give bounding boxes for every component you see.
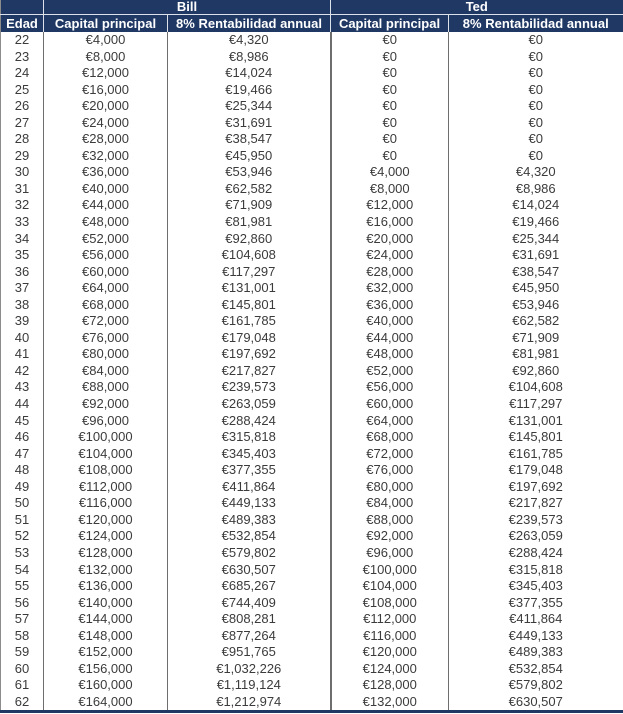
bill-capital-cell: €88,000 [44, 379, 168, 396]
bill-capital-cell: €72,000 [44, 313, 168, 330]
bill-return-cell: €1,119,124 [168, 677, 331, 694]
bill-capital-cell: €132,000 [44, 562, 168, 579]
ted-capital-cell: €52,000 [331, 363, 449, 380]
ted-return-cell: €377,355 [449, 595, 623, 612]
age-cell: 41 [1, 346, 44, 363]
bill-return-cell: €38,547 [168, 131, 331, 148]
table-row [1, 694, 623, 712]
bill-capital-cell: €96,000 [44, 413, 168, 430]
table-row [1, 181, 623, 198]
bill-capital-cell: €44,000 [44, 197, 168, 214]
ted-capital-cell: €128,000 [331, 677, 449, 694]
bill-return-cell: €25,344 [168, 98, 331, 115]
bill-return-cell: €744,409 [168, 595, 331, 612]
table-row [1, 131, 623, 148]
ted-capital-cell: €0 [331, 82, 449, 99]
age-cell: 22 [1, 32, 44, 49]
age-cell: 29 [1, 148, 44, 165]
table-body [1, 32, 623, 712]
group-header-row [1, 0, 623, 15]
bill-return-cell: €31,691 [168, 115, 331, 132]
ted-capital-cell: €124,000 [331, 661, 449, 678]
table-row [1, 528, 623, 545]
ted-return-cell: €489,383 [449, 644, 623, 661]
ted-return-cell: €117,297 [449, 396, 623, 413]
age-cell: 48 [1, 462, 44, 479]
table-row [1, 197, 623, 214]
ted-return-cell: €0 [449, 131, 623, 148]
ted-return-cell: €38,547 [449, 264, 623, 281]
bill-return-cell: €288,424 [168, 413, 331, 430]
ted-capital-cell: €48,000 [331, 346, 449, 363]
age-cell: 56 [1, 595, 44, 612]
table-row [1, 264, 623, 281]
bill-capital-cell: €24,000 [44, 115, 168, 132]
age-cell: 31 [1, 181, 44, 198]
bill-capital-cell: €8,000 [44, 49, 168, 66]
ted-return-cell: €0 [449, 148, 623, 165]
bill-capital-cell: €108,000 [44, 462, 168, 479]
ted-capital-cell: €12,000 [331, 197, 449, 214]
bill-capital-cell: €160,000 [44, 677, 168, 694]
age-cell: 40 [1, 330, 44, 347]
column-header-ted-return: 8% Rentabilidad annual [449, 15, 623, 33]
bill-capital-cell: €112,000 [44, 479, 168, 496]
bill-return-cell: €377,355 [168, 462, 331, 479]
bill-capital-cell: €152,000 [44, 644, 168, 661]
age-cell: 50 [1, 495, 44, 512]
age-cell: 43 [1, 379, 44, 396]
ted-capital-cell: €0 [331, 131, 449, 148]
ted-return-cell: €92,860 [449, 363, 623, 380]
age-cell: 61 [1, 677, 44, 694]
table-row [1, 562, 623, 579]
age-cell: 58 [1, 628, 44, 645]
ted-capital-cell: €0 [331, 65, 449, 82]
ted-return-cell: €217,827 [449, 495, 623, 512]
ted-capital-cell: €96,000 [331, 545, 449, 562]
group-header-ted: Ted [331, 0, 623, 15]
bill-capital-cell: €148,000 [44, 628, 168, 645]
bill-capital-cell: €136,000 [44, 578, 168, 595]
bill-capital-cell: €48,000 [44, 214, 168, 231]
ted-return-cell: €345,403 [449, 578, 623, 595]
column-header-bill-capital: Capital principal [44, 15, 168, 33]
bill-return-cell: €630,507 [168, 562, 331, 579]
age-cell: 62 [1, 694, 44, 712]
table-row [1, 595, 623, 612]
ted-capital-cell: €80,000 [331, 479, 449, 496]
ted-capital-cell: €64,000 [331, 413, 449, 430]
age-cell: 46 [1, 429, 44, 446]
ted-capital-cell: €116,000 [331, 628, 449, 645]
ted-return-cell: €288,424 [449, 545, 623, 562]
ted-return-cell: €31,691 [449, 247, 623, 264]
ted-capital-cell: €20,000 [331, 231, 449, 248]
ted-return-cell: €81,981 [449, 346, 623, 363]
table-row [1, 346, 623, 363]
table-row [1, 479, 623, 496]
ted-capital-cell: €104,000 [331, 578, 449, 595]
table-row [1, 148, 623, 165]
bill-return-cell: €179,048 [168, 330, 331, 347]
bill-return-cell: €161,785 [168, 313, 331, 330]
age-cell: 49 [1, 479, 44, 496]
bill-capital-cell: €60,000 [44, 264, 168, 281]
table-row [1, 231, 623, 248]
ted-return-cell: €0 [449, 32, 623, 49]
ted-capital-cell: €32,000 [331, 280, 449, 297]
bill-return-cell: €345,403 [168, 446, 331, 463]
bill-capital-cell: €80,000 [44, 346, 168, 363]
age-cell: 28 [1, 131, 44, 148]
table-row [1, 49, 623, 66]
ted-return-cell: €62,582 [449, 313, 623, 330]
table-row [1, 32, 623, 49]
ted-return-cell: €0 [449, 98, 623, 115]
table-row [1, 164, 623, 181]
table-row [1, 115, 623, 132]
age-cell: 47 [1, 446, 44, 463]
ted-capital-cell: €0 [331, 148, 449, 165]
ted-capital-cell: €92,000 [331, 528, 449, 545]
age-cell: 25 [1, 82, 44, 99]
age-cell: 38 [1, 297, 44, 314]
bill-capital-cell: €76,000 [44, 330, 168, 347]
ted-return-cell: €263,059 [449, 528, 623, 545]
age-cell: 30 [1, 164, 44, 181]
ted-capital-cell: €0 [331, 98, 449, 115]
table-row [1, 545, 623, 562]
bill-capital-cell: €4,000 [44, 32, 168, 49]
table-row [1, 462, 623, 479]
table-row [1, 644, 623, 661]
age-cell: 54 [1, 562, 44, 579]
bill-capital-cell: €36,000 [44, 164, 168, 181]
ted-return-cell: €0 [449, 115, 623, 132]
ted-return-cell: €0 [449, 82, 623, 99]
ted-return-cell: €45,950 [449, 280, 623, 297]
table-row [1, 363, 623, 380]
age-cell: 27 [1, 115, 44, 132]
ted-capital-cell: €0 [331, 115, 449, 132]
age-cell: 32 [1, 197, 44, 214]
bill-return-cell: €131,001 [168, 280, 331, 297]
ted-capital-cell: €84,000 [331, 495, 449, 512]
ted-return-cell: €630,507 [449, 694, 623, 712]
bill-return-cell: €1,032,226 [168, 661, 331, 678]
bill-capital-cell: €164,000 [44, 694, 168, 712]
ted-capital-cell: €56,000 [331, 379, 449, 396]
bill-capital-cell: €12,000 [44, 65, 168, 82]
bill-return-cell: €685,267 [168, 578, 331, 595]
bill-capital-cell: €144,000 [44, 611, 168, 628]
ted-capital-cell: €4,000 [331, 164, 449, 181]
ted-return-cell: €53,946 [449, 297, 623, 314]
ted-return-cell: €411,864 [449, 611, 623, 628]
table-row [1, 214, 623, 231]
bill-capital-cell: €128,000 [44, 545, 168, 562]
bill-return-cell: €315,818 [168, 429, 331, 446]
bill-return-cell: €19,466 [168, 82, 331, 99]
bill-capital-cell: €124,000 [44, 528, 168, 545]
ted-return-cell: €449,133 [449, 628, 623, 645]
bill-capital-cell: €92,000 [44, 396, 168, 413]
bill-capital-cell: €84,000 [44, 363, 168, 380]
bill-return-cell: €45,950 [168, 148, 331, 165]
ted-return-cell: €8,986 [449, 181, 623, 198]
bill-return-cell: €53,946 [168, 164, 331, 181]
bill-return-cell: €4,320 [168, 32, 331, 49]
table-row [1, 628, 623, 645]
bill-capital-cell: €68,000 [44, 297, 168, 314]
bill-capital-cell: €32,000 [44, 148, 168, 165]
ted-return-cell: €25,344 [449, 231, 623, 248]
age-cell: 39 [1, 313, 44, 330]
ted-capital-cell: €88,000 [331, 512, 449, 529]
ted-capital-cell: €112,000 [331, 611, 449, 628]
ted-capital-cell: €28,000 [331, 264, 449, 281]
age-cell: 52 [1, 528, 44, 545]
column-header-edad: Edad [1, 15, 44, 33]
column-header-bill-return: 8% Rentabilidad annual [168, 15, 331, 33]
bill-capital-cell: €104,000 [44, 446, 168, 463]
bill-capital-cell: €120,000 [44, 512, 168, 529]
age-cell: 23 [1, 49, 44, 66]
bill-capital-cell: €140,000 [44, 595, 168, 612]
ted-return-cell: €71,909 [449, 330, 623, 347]
bill-return-cell: €449,133 [168, 495, 331, 512]
ted-capital-cell: €108,000 [331, 595, 449, 612]
bill-capital-cell: €116,000 [44, 495, 168, 512]
bill-capital-cell: €28,000 [44, 131, 168, 148]
bill-return-cell: €1,212,974 [168, 694, 331, 712]
bill-return-cell: €263,059 [168, 396, 331, 413]
bill-return-cell: €951,765 [168, 644, 331, 661]
ted-return-cell: €4,320 [449, 164, 623, 181]
age-cell: 53 [1, 545, 44, 562]
table-row [1, 247, 623, 264]
table-row [1, 495, 623, 512]
ted-return-cell: €19,466 [449, 214, 623, 231]
bill-return-cell: €411,864 [168, 479, 331, 496]
table-row [1, 677, 623, 694]
ted-return-cell: €0 [449, 49, 623, 66]
bill-return-cell: €808,281 [168, 611, 331, 628]
table-row [1, 429, 623, 446]
bill-capital-cell: €156,000 [44, 661, 168, 678]
ted-capital-cell: €72,000 [331, 446, 449, 463]
column-header-ted-capital: Capital principal [331, 15, 449, 33]
ted-capital-cell: €16,000 [331, 214, 449, 231]
bill-return-cell: €71,909 [168, 197, 331, 214]
age-cell: 57 [1, 611, 44, 628]
age-cell: 24 [1, 65, 44, 82]
ted-capital-cell: €120,000 [331, 644, 449, 661]
group-header-bill: Bill [44, 0, 331, 15]
ted-return-cell: €315,818 [449, 562, 623, 579]
bill-capital-cell: €100,000 [44, 429, 168, 446]
bill-capital-cell: €52,000 [44, 231, 168, 248]
age-cell: 55 [1, 578, 44, 595]
bill-return-cell: €117,297 [168, 264, 331, 281]
bill-return-cell: €489,383 [168, 512, 331, 529]
ted-return-cell: €197,692 [449, 479, 623, 496]
bill-return-cell: €92,860 [168, 231, 331, 248]
table-header [1, 0, 623, 32]
bill-return-cell: €532,854 [168, 528, 331, 545]
bill-capital-cell: €40,000 [44, 181, 168, 198]
bill-return-cell: €239,573 [168, 379, 331, 396]
age-cell: 33 [1, 214, 44, 231]
bill-return-cell: €62,582 [168, 181, 331, 198]
corner-cell [1, 0, 44, 15]
bill-return-cell: €14,024 [168, 65, 331, 82]
ted-return-cell: €131,001 [449, 413, 623, 430]
age-cell: 36 [1, 264, 44, 281]
bill-return-cell: €579,802 [168, 545, 331, 562]
table-row [1, 661, 623, 678]
bill-return-cell: €104,608 [168, 247, 331, 264]
age-cell: 59 [1, 644, 44, 661]
ted-return-cell: €14,024 [449, 197, 623, 214]
ted-capital-cell: €36,000 [331, 297, 449, 314]
age-cell: 44 [1, 396, 44, 413]
age-cell: 37 [1, 280, 44, 297]
ted-return-cell: €161,785 [449, 446, 623, 463]
ted-return-cell: €145,801 [449, 429, 623, 446]
table-row [1, 330, 623, 347]
bill-return-cell: €197,692 [168, 346, 331, 363]
bill-return-cell: €217,827 [168, 363, 331, 380]
table-row [1, 446, 623, 463]
bill-capital-cell: €64,000 [44, 280, 168, 297]
ted-return-cell: €104,608 [449, 379, 623, 396]
bill-return-cell: €877,264 [168, 628, 331, 645]
table-row [1, 82, 623, 99]
age-cell: 51 [1, 512, 44, 529]
ted-return-cell: €179,048 [449, 462, 623, 479]
table-row [1, 98, 623, 115]
table-row [1, 65, 623, 82]
ted-capital-cell: €40,000 [331, 313, 449, 330]
bill-capital-cell: €20,000 [44, 98, 168, 115]
ted-capital-cell: €0 [331, 49, 449, 66]
age-cell: 35 [1, 247, 44, 264]
age-cell: 42 [1, 363, 44, 380]
age-cell: 45 [1, 413, 44, 430]
ted-capital-cell: €76,000 [331, 462, 449, 479]
bill-return-cell: €8,986 [168, 49, 331, 66]
ted-capital-cell: €68,000 [331, 429, 449, 446]
ted-capital-cell: €0 [331, 32, 449, 49]
ted-return-cell: €0 [449, 65, 623, 82]
table-row [1, 611, 623, 628]
bill-capital-cell: €16,000 [44, 82, 168, 99]
age-cell: 34 [1, 231, 44, 248]
table-row [1, 379, 623, 396]
ted-capital-cell: €8,000 [331, 181, 449, 198]
table-row [1, 578, 623, 595]
ted-capital-cell: €100,000 [331, 562, 449, 579]
table-row [1, 396, 623, 413]
ted-return-cell: €579,802 [449, 677, 623, 694]
age-cell: 60 [1, 661, 44, 678]
bill-return-cell: €145,801 [168, 297, 331, 314]
ted-capital-cell: €60,000 [331, 396, 449, 413]
ted-capital-cell: €132,000 [331, 694, 449, 712]
table-row [1, 280, 623, 297]
ted-capital-cell: €24,000 [331, 247, 449, 264]
column-header-row [1, 15, 623, 33]
bill-capital-cell: €56,000 [44, 247, 168, 264]
table-row [1, 313, 623, 330]
table-row [1, 297, 623, 314]
ted-return-cell: €239,573 [449, 512, 623, 529]
table-row [1, 413, 623, 430]
ted-capital-cell: €44,000 [331, 330, 449, 347]
age-cell: 26 [1, 98, 44, 115]
ted-return-cell: €532,854 [449, 661, 623, 678]
table-row [1, 512, 623, 529]
bill-return-cell: €81,981 [168, 214, 331, 231]
